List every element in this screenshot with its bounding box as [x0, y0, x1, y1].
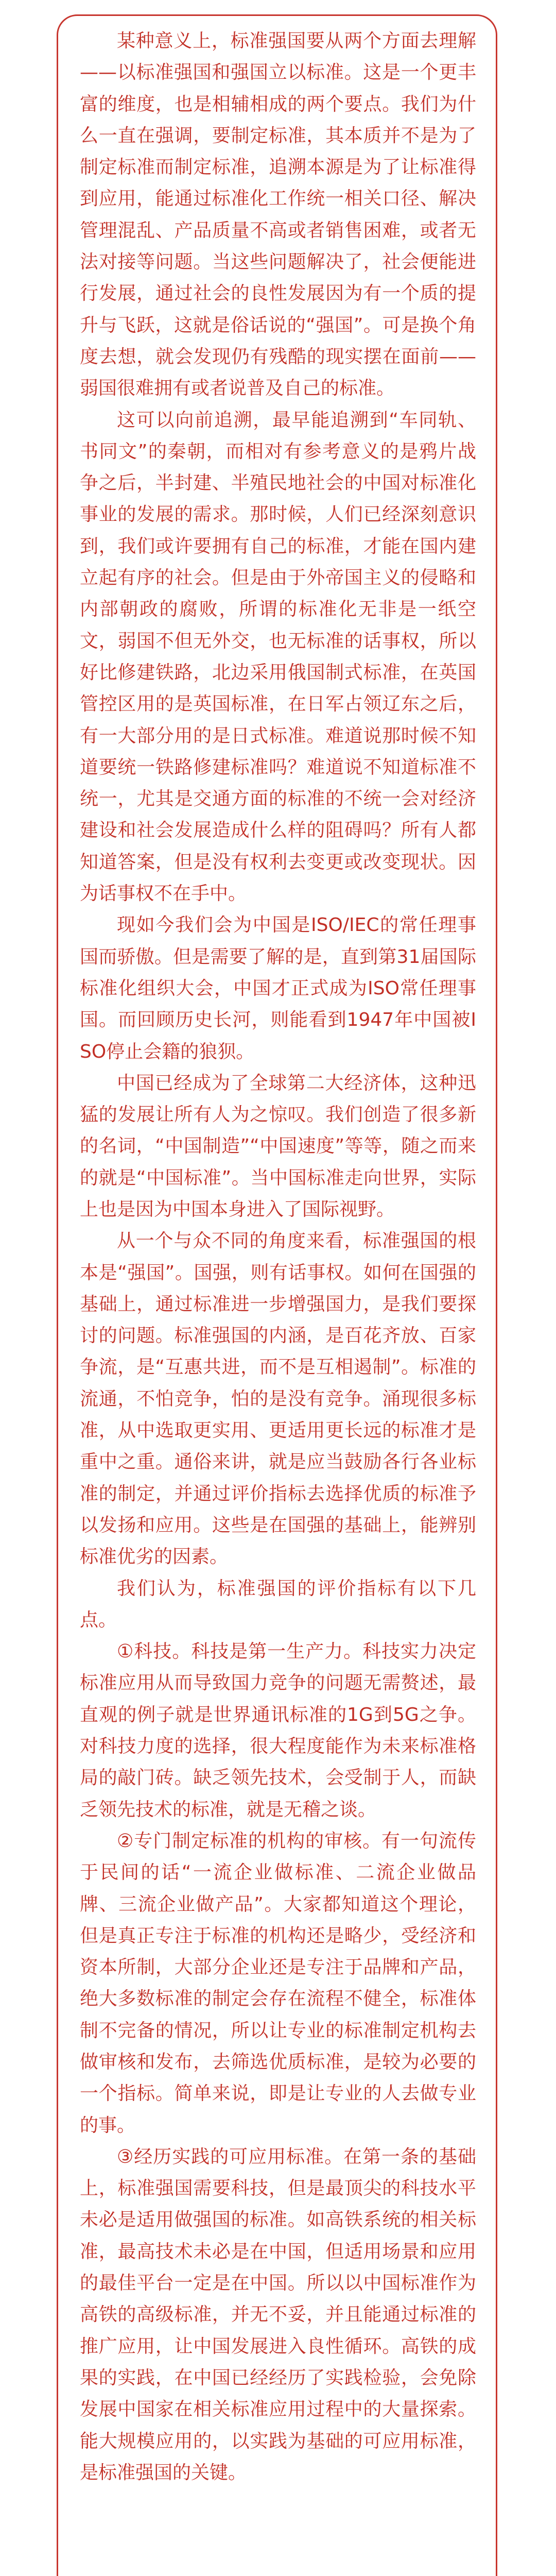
paragraph-4: 中国已经成为了全球第二大经济体，这种迅猛的发展让所有人为之惊叹。我们创造了很多新的名词，“中国制造”“中国速度”等等，随之而来的就是“中国标准”。当中国标准走向世界，实际上也是因为中国本身进入了国际视野。	[80, 1072, 476, 1220]
paragraph-2: 这可以向前追溯，最早能追溯到“车同轨、书同文”的秦朝，而相对有参考意义的是鸦片战争之后，半封建、半殖民地社会的中国对标准化事业的发展的需求。那时候，人们已经深刻意识到，我们或许要拥有自己的标准，才能在国内建立起有序的社会。但是由于外帝国主义的侵略和内部朝政的腐败，所谓的标准化无非是一纸空文，弱国不但无外交，也无标准的话事权，所以好比修建铁路，北边采用俄国制式标准，在英国管控区用的是英国标准，在日军占领辽东之后，有一大部分用的是日式标准。难道说那时候不知道要统一铁路修建标准吗？难道说不知道标准不统一，尤其是交通方面的标准的不统一会对经济建设和社会发展造成什么样的阻碍吗？所有人都知道答案，但是没有权利去变更或改变现状。因为话事权不在手中。	[80, 409, 476, 905]
article-card	[57, 14, 497, 2576]
paragraph-8: ②专门制定标准的机构的审核。有一句流传于民间的话“一流企业做标准、二流企业做品牌、三流企业做产品”。大家都知道这个理论，但是真正专注于标准的机构还是略少，受经济和资本所制，大部分企业还是专注于品牌和产品，绝大多数标准的制定会存在流程不健全，标准体制不完备的情况，所以让专业的标准制定机构去做审核和发布，去筛选优质标准，是较为必要的一个指标。简单来说，即是让专业的人去做专业的事。	[80, 1830, 476, 2136]
paragraph-3: 现如今我们会为中国是ISO/IEC的常任理事国而骄傲。但是需要了解的是，直到第31届国际标准化组织大会，中国才正式成为ISO常任理事国。而回顾历史长河，则能看到1947年中国被ISO停止会籍的狼狈。	[80, 914, 476, 1062]
paragraph-7: ①科技。科技是第一生产力。科技实力决定标准应用从而导致国力竞争的问题无需赘述，最直观的例子就是世界通讯标准的1G到5G之争。对科技力度的选择，很大程度能作为未来标准格局的敲门砖。缺乏领先技术，会受制于人，而缺乏领先技术的标准，就是无稽之谈。	[80, 1641, 476, 1820]
paragraph-1: 某种意义上，标准强国要从两个方面去理解——以标准强国和强国立以标准。这是一个更丰富的维度，也是相辅相成的两个要点。我们为什么一直在强调，要制定标准，其本质并不是为了制定标准而制定标准，追溯本源是为了让标准得到应用，能通过标准化工作统一相关口径、解决管理混乱、产品质量不高或者销售困难，或者无法对接等问题。当这些问题解决了，社会便能进行发展，通过社会的良性发展因为有一个质的提升与飞跃，这就是俗话说的“强国”。可是换个角度去想，就会发现仍有残酷的现实摆在面前——弱国很难拥有或者说普及自己的标准。	[80, 30, 476, 399]
paragraph-5: 从一个与众不同的角度来看，标准强国的根本是“强国”。国强，则有话事权。如何在国强的基础上，通过标准进一步增强国力，是我们要探讨的问题。标准强国的内涵，是百花齐放、百家争流，是“互惠共进，而不是互相遏制”。标准的流通，不怕竞争，怕的是没有竞争。涌现很多标准，从中选取更实用、更适用更长远的标准才是重中之重。通俗来讲，就是应当鼓励各行各业标准的制定，并通过评价指标去选择优质的标准予以发扬和应用。这些是在国强的基础上，能辨别标准优劣的因素。	[80, 1230, 476, 1568]
paragraph-6: 我们认为，标准强国的评价指标有以下几点。	[80, 1578, 476, 1631]
paragraph-9: ③经历实践的可应用标准。在第一条的基础上，标准强国需要科技，但是最顶尖的科技水平未必是适用做强国的标准。如高铁系统的相关标准，最高技术未必是在中国，但适用场景和应用的最佳平台一定是在中国。所以以中国标准作为高铁的高级标准，并无不妥，并且能通过标准的推广应用，让中国发展进入良性循环。高铁的成果的实践，在中国已经经历了实践检验，会免除发展中国家在相关标准应用过程中的大量探索。能大规模应用的，以实践为基础的可应用标准，是标准强国的关键。	[80, 2146, 476, 2483]
